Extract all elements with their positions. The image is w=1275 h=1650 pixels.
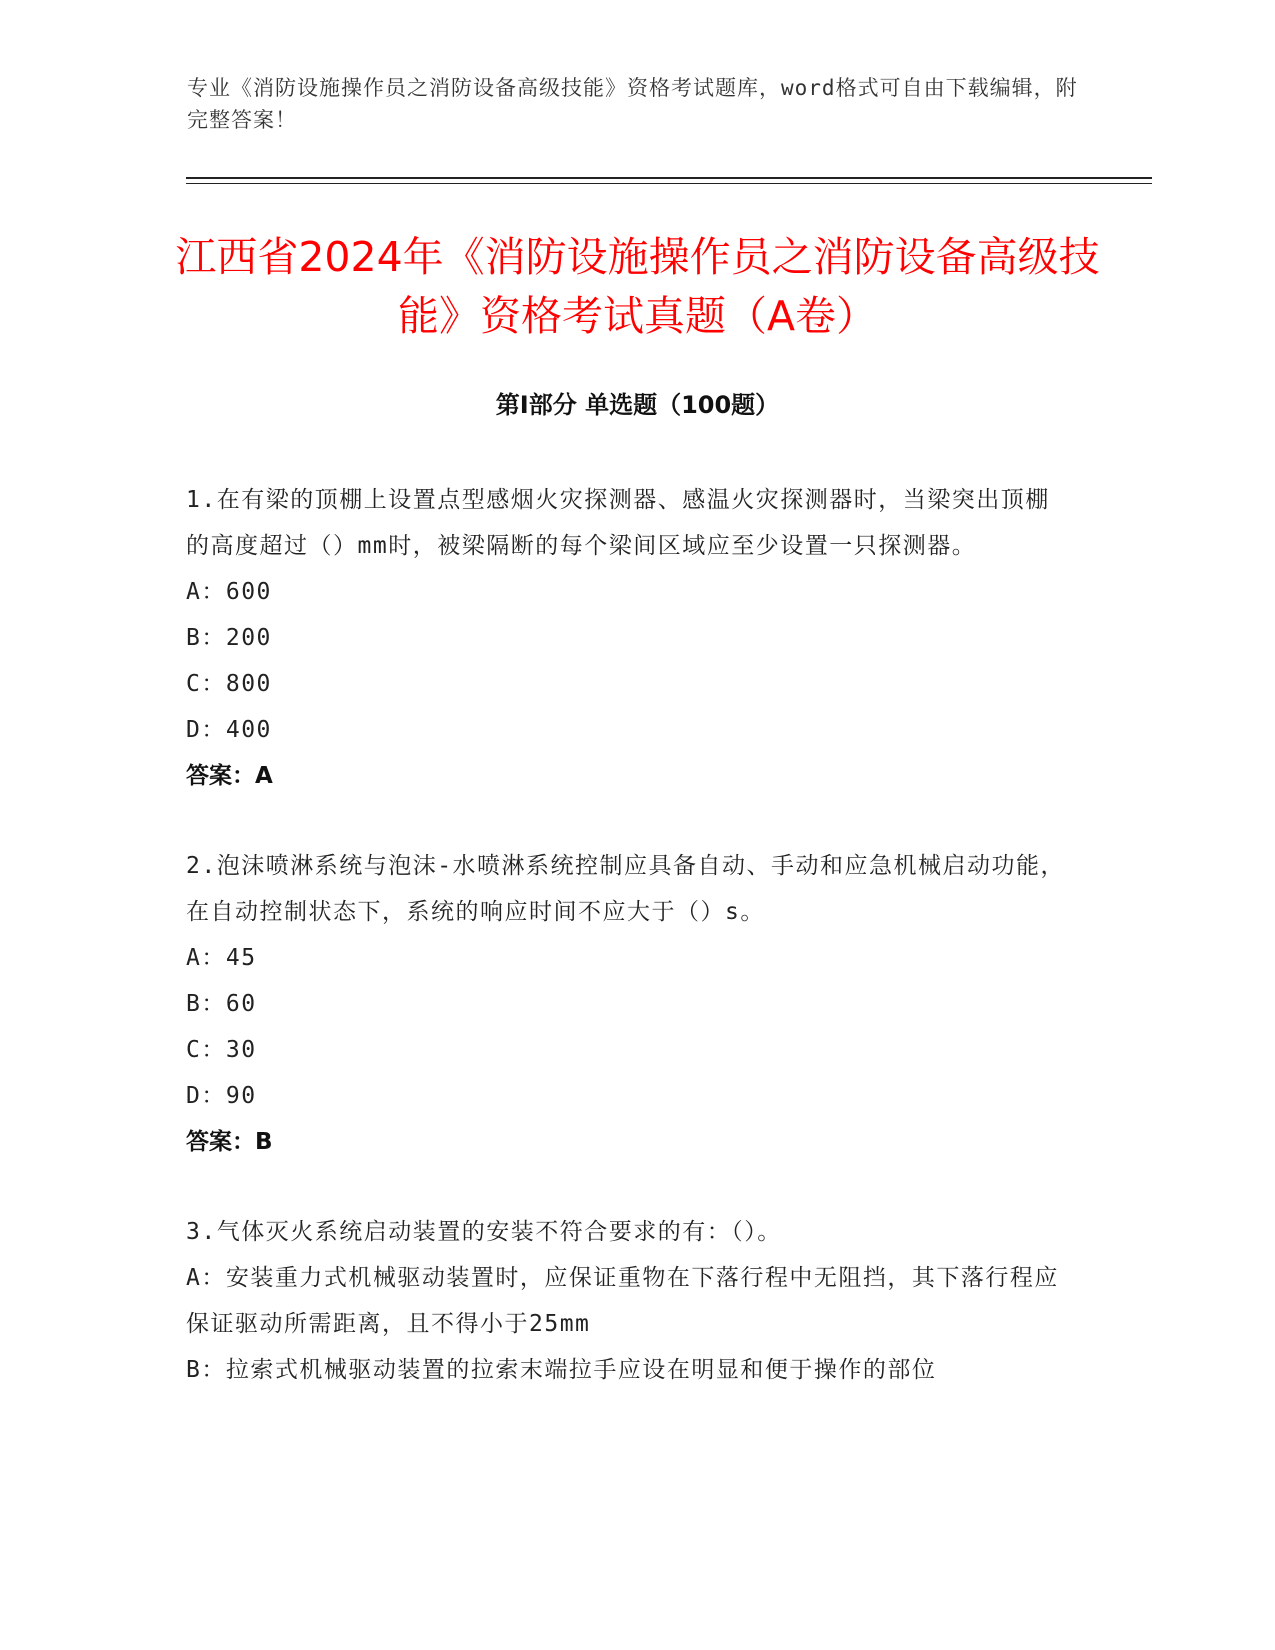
option-c: C：800 <box>186 671 272 697</box>
option-b: B：拉索式机械驱动装置的拉索末端拉手应设在明显和便于操作的部位 <box>186 1357 937 1383</box>
document-title: 江西省2024年《消防设施操作员之消防设备高级技能》资格考试真题（A卷） <box>175 233 1100 340</box>
question-2 <box>186 843 1066 1165</box>
question-3 <box>186 1209 1066 1393</box>
section-title: 第I部分 单选题（100题） <box>495 391 780 419</box>
answer: 答案：A <box>186 763 273 789</box>
option-a: A：安装重力式机械驱动装置时，应保证重物在下落行程中无阻挡，其下落行程应保证驱动所需距离，且不得小于25mm <box>186 1265 1059 1337</box>
option-a: A：45 <box>186 945 257 971</box>
option-d: D：90 <box>186 1083 257 1109</box>
answer: 答案：B <box>186 1129 273 1155</box>
option-b: B：200 <box>186 625 272 651</box>
option-b: B：60 <box>186 991 257 1017</box>
question-stem: 1.在有梁的顶棚上设置点型感烟火灾探测器、感温火灾探测器时，当梁突出顶棚的高度超过（）mm时，被梁隔断的每个梁间区域应至少设置一只探测器。 <box>186 487 1050 559</box>
option-c: C：30 <box>186 1037 257 1063</box>
header-divider-thin <box>186 183 1152 184</box>
question-stem: 2.泡沫喷淋系统与泡沫-水喷淋系统控制应具备自动、手动和应急机械启动功能，在自动控制状态下，系统的响应时间不应大于（）s。 <box>186 853 1066 925</box>
option-a: A：600 <box>186 579 272 605</box>
header-note: 专业《消防设施操作员之消防设备高级技能》资格考试题库，word格式可自由下载编辑，附完整答案！ <box>187 76 1078 132</box>
question-stem: 3.气体灭火系统启动装置的安装不符合要求的有：（）。 <box>186 1219 782 1245</box>
option-d: D：400 <box>186 717 272 743</box>
header-divider-thick <box>186 177 1152 179</box>
question-list <box>186 477 1066 1437</box>
question-1 <box>186 477 1066 799</box>
